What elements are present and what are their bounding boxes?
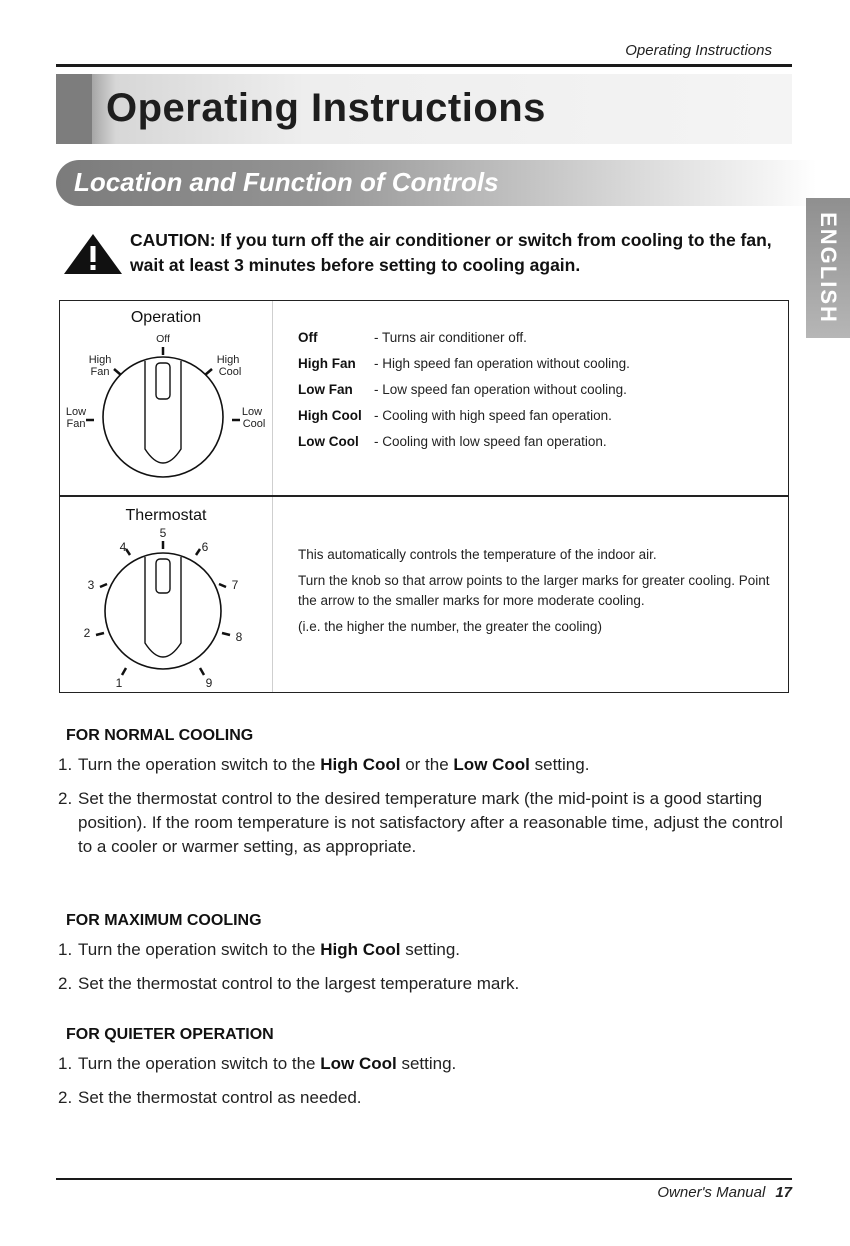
thermostat-mark-8: 8 xyxy=(235,630,243,644)
setting-row-high-cool xyxy=(298,403,630,429)
step-item xyxy=(58,1052,796,1076)
step-text: Turn the operation switch to the xyxy=(78,940,321,959)
thermostat-mark-2: 2 xyxy=(83,626,91,640)
thermostat-knob-title: Thermostat xyxy=(125,507,207,524)
thermostat-desc-line2: Turn the knob so that arrow points to the larger marks for greater cooling. Point the arrow to the smaller marks for more moderate cooling. xyxy=(298,573,770,608)
step-text: or the xyxy=(400,755,454,774)
setting-name: High Fan xyxy=(298,356,356,371)
setting-description: - Cooling with high speed fan operation. xyxy=(374,408,612,423)
title-block-accent xyxy=(56,74,92,144)
language-tab xyxy=(806,198,850,338)
setting-row-low-fan xyxy=(298,377,630,403)
maximum-cooling-section xyxy=(58,912,796,996)
high-fan-mark-label-line2: Fan xyxy=(90,366,110,378)
step-number: 2. xyxy=(58,974,73,993)
high-cool-mark-label-line2: Cool xyxy=(218,366,242,378)
thermostat-mark-6: 6 xyxy=(201,540,209,554)
setting-emphasis: High Cool xyxy=(320,755,401,774)
thermostat-description xyxy=(298,545,778,643)
setting-emphasis: Low Cool xyxy=(453,755,530,774)
section-band xyxy=(56,160,816,206)
quieter-operation-section xyxy=(58,1026,796,1110)
step-item xyxy=(58,1086,796,1110)
language-tab-label: ENGLISH xyxy=(816,212,841,324)
setting-description: - Low speed fan operation without cooling. xyxy=(374,382,627,397)
setting-description: - Turns air conditioner off. xyxy=(374,330,527,345)
setting-emphasis: Low Cool xyxy=(320,1054,397,1073)
low-cool-mark-label-line2: Cool xyxy=(242,418,266,430)
page-title: Operating Instructions xyxy=(106,86,546,130)
table-row-divider xyxy=(60,495,788,497)
step-text: setting. xyxy=(529,755,590,774)
section-heading: FOR QUIETER OPERATION xyxy=(66,1026,274,1043)
setting-name: Low Fan xyxy=(298,382,353,397)
step-number: 2. xyxy=(58,1088,73,1107)
step-text: Turn the operation switch to the xyxy=(78,1054,321,1073)
title-band xyxy=(56,74,792,144)
thermostat-mark-4: 4 xyxy=(119,540,127,554)
step-text: Set the thermostat control to the largest temperature mark. xyxy=(78,974,520,993)
setting-row-low-cool xyxy=(298,429,630,455)
operation-settings-list xyxy=(298,325,630,455)
section-title: Location and Function of Controls xyxy=(74,167,499,197)
off-mark-label: Off xyxy=(156,333,170,345)
normal-cooling-section xyxy=(58,727,796,859)
high-fan-mark-label-line1: High xyxy=(88,354,112,366)
page-footer xyxy=(0,1184,792,1201)
step-number: 1. xyxy=(58,755,73,774)
thermostat-mark-9: 9 xyxy=(205,676,213,690)
warning-icon xyxy=(62,232,124,276)
step-item xyxy=(58,753,796,777)
setting-description: - High speed fan operation without cooling. xyxy=(374,356,630,371)
setting-name: High Cool xyxy=(298,408,362,423)
step-number: 1. xyxy=(58,1054,73,1073)
step-text: Set the thermostat control to the desired temperature mark (the mid-point is a good starting position). If the room temperature is not satisfactory after a reasonable time, adjust the control to a cooler or warmer setting, as appropriate. xyxy=(78,789,783,856)
steps-list xyxy=(58,753,796,859)
step-text: setting. xyxy=(400,940,461,959)
operation-knob-title: Operation xyxy=(130,309,202,326)
step-number: 1. xyxy=(58,940,73,959)
thermostat-desc-line3: (i.e. the higher the number, the greater the cooling) xyxy=(298,619,602,634)
thermostat-desc-line1: This automatically controls the temperature of the indoor air. xyxy=(298,547,657,562)
low-fan-mark-label-line1: Low xyxy=(65,406,87,418)
running-header: Operating Instructions xyxy=(625,42,772,59)
step-text: setting. xyxy=(396,1054,457,1073)
step-item xyxy=(58,972,796,996)
setting-name: Off xyxy=(298,330,318,345)
steps-list xyxy=(58,1052,796,1110)
thermostat-mark-5: 5 xyxy=(159,526,167,540)
operation-knob-diagram xyxy=(60,321,272,495)
thermostat-knob-diagram xyxy=(60,523,272,691)
page-number: 17 xyxy=(775,1184,792,1201)
setting-row-high-fan xyxy=(298,351,630,377)
caution-notice: CAUTION: If you turn off the air conditioner or switch from cooling to the fan, wait at least 3 minutes before setting to cooling again. xyxy=(130,230,772,275)
section-heading: FOR NORMAL COOLING xyxy=(66,727,254,744)
step-item xyxy=(58,787,796,859)
step-number: 2. xyxy=(58,789,73,808)
step-item xyxy=(58,938,796,962)
setting-row-off xyxy=(298,325,630,351)
step-text: Set the thermostat control as needed. xyxy=(78,1088,362,1107)
table-column-divider xyxy=(272,301,273,692)
setting-emphasis: High Cool xyxy=(320,940,401,959)
controls-table xyxy=(59,300,789,693)
section-heading: FOR MAXIMUM COOLING xyxy=(66,912,262,929)
header-rule xyxy=(56,64,792,67)
footer-rule xyxy=(56,1178,792,1180)
high-cool-mark-label-line1: High xyxy=(216,354,240,366)
low-fan-mark-label-line2: Fan xyxy=(66,418,86,430)
thermostat-mark-7: 7 xyxy=(231,578,239,592)
step-text: Turn the operation switch to the xyxy=(78,755,321,774)
setting-name: Low Cool xyxy=(298,434,359,449)
footer-label: Owner's Manual xyxy=(657,1184,766,1201)
thermostat-mark-1: 1 xyxy=(115,676,123,690)
setting-description: - Cooling with low speed fan operation. xyxy=(374,434,607,449)
low-cool-mark-label-line1: Low xyxy=(241,406,263,418)
thermostat-mark-3: 3 xyxy=(87,578,95,592)
steps-list xyxy=(58,938,796,996)
